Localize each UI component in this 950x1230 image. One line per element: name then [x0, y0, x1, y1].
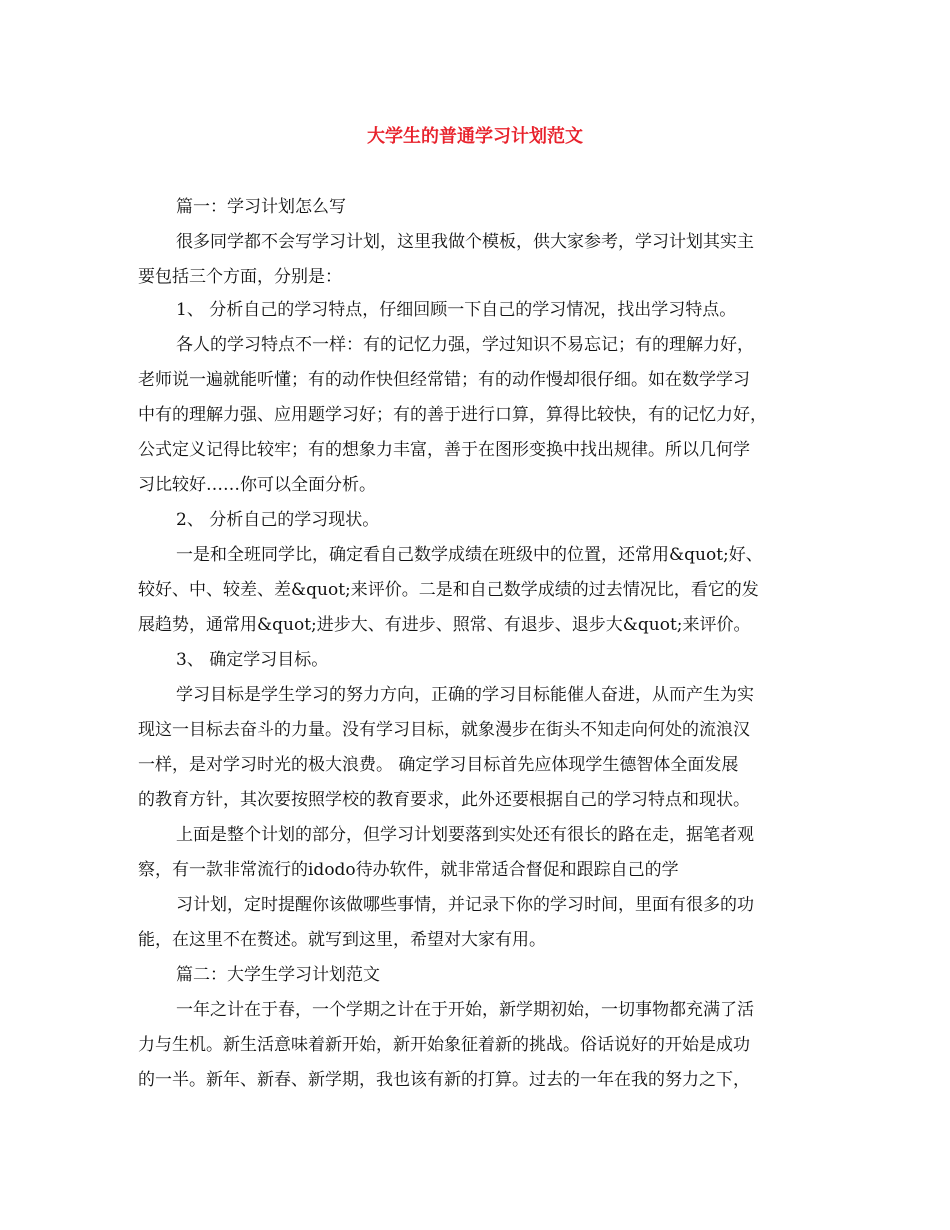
- paragraph-line: 现这一目标去奋斗的力量。没有学习目标，就象漫步在街头不知走向何处的流浪汉: [138, 720, 750, 740]
- paragraph-line: 一年之计在于春，一个学期之计在于开始，新学期初始，一切事物都充满了活: [176, 1000, 754, 1020]
- section-heading-1: 篇一：学习计划怎么写: [176, 197, 346, 217]
- paragraph-line: 习比较好……你可以全面分析。: [138, 475, 376, 495]
- paragraph-line: 力与生机。新生活意味着新开始，新开始象征着新的挑战。俗话说好的开始是成功: [138, 1035, 750, 1055]
- paragraph-line: 学习目标是学生学习的努力方向，正确的学习目标能催人奋进，从而产生为实: [176, 685, 754, 705]
- paragraph-line: 察，有一款非常流行的idodo待办软件，就非常适合督促和跟踪自己的学: [138, 860, 679, 880]
- paragraph-line: 要包括三个方面，分别是：: [138, 267, 342, 287]
- paragraph-line: 老师说一遍就能听懂；有的动作快但经常错；有的动作慢却很仔细。如在数学学习: [138, 370, 750, 390]
- paragraph-line: 公式定义记得比较牢；有的想象力丰富，善于在图形变换中找出规律。所以几何学: [138, 440, 750, 460]
- list-item-3: 3、 确定学习目标。: [176, 650, 329, 670]
- paragraph-line: 很多同学都不会写学习计划，这里我做个模板，供大家参考，学习计划其实主: [176, 232, 754, 252]
- paragraph-line: 习计划，定时提醒你该做哪些事情，并记录下你的学习时间，里面有很多的功: [176, 895, 754, 915]
- paragraph-line: 中有的理解力强、应用题学习好；有的善于进行口算，算得比较快，有的记忆力好，: [138, 405, 767, 425]
- paragraph-line: 展趋势，通常用&quot;进步大、有进步、照常、有退步、退步大&quot;来评价。: [138, 615, 751, 635]
- paragraph-line: 能，在这里不在赘述。就写到这里，希望对大家有用。: [138, 930, 546, 950]
- document-title: 大学生的普通学习计划范文: [367, 126, 583, 147]
- paragraph-line: 各人的学习特点不一样：有的记忆力强，学过知识不易忘记；有的理解力好，: [176, 335, 754, 355]
- list-item-2: 2、 分析自己的学习现状。: [176, 510, 380, 530]
- paragraph-line: 较好、中、较差、差&quot;来评价。二是和自己数学成绩的过去情况比，看它的发: [138, 580, 759, 600]
- paragraph-line: 的教育方针，其次要按照学校的教育要求，此外还要根据自己的学习特点和现状。: [138, 790, 750, 810]
- section-heading-2: 篇二：大学生学习计划范文: [176, 965, 380, 985]
- paragraph-line: 一是和全班同学比，确定看自己数学成绩在班级中的位置，还常用&quot;好、: [176, 545, 763, 565]
- paragraph-line: 的一半。新年、新春、新学期，我也该有新的打算。过去的一年在我的努力之下，: [138, 1070, 750, 1090]
- paragraph-line: 一样，是对学习时光的极大浪费。 确定学习目标首先应体现学生德智体全面发展: [138, 755, 739, 775]
- paragraph-line: 上面是整个计划的部分，但学习计划要落到实处还有很长的路在走，据笔者观: [176, 825, 754, 845]
- list-item-1: 1、 分析自己的学习特点，仔细回顾一下自己的学习情况，找出学习特点。: [176, 300, 737, 320]
